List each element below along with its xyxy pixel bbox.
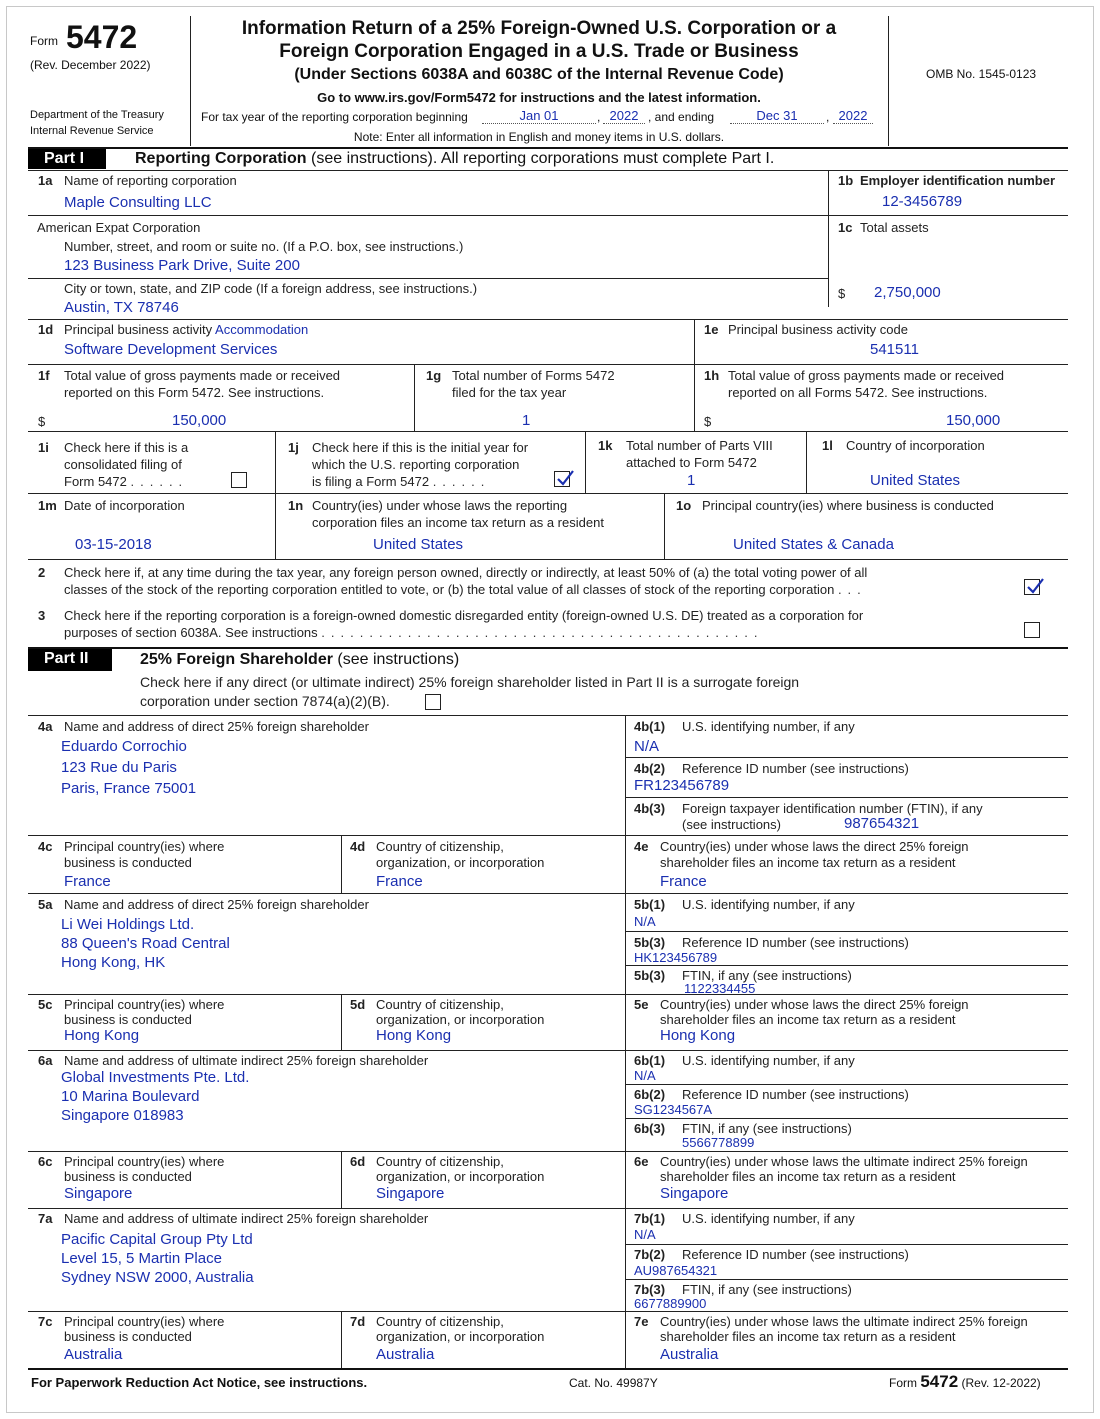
rule <box>28 431 1068 432</box>
reporting-corp-name-field[interactable]: Maple Consulting LLC <box>64 194 212 211</box>
line-4b3-label-2: (see instructions) <box>682 817 781 832</box>
shareholder-7-ftin[interactable]: 6677889900 <box>634 1296 707 1311</box>
title-line-1: Information Return of a 25% Foreign-Owned U.S. Corporation or a <box>241 18 837 39</box>
line-2-number: 2 <box>38 565 46 580</box>
part-ii-title: 25% Foreign Shareholder <box>140 651 333 668</box>
rule <box>28 1311 1068 1312</box>
rule <box>28 835 1068 836</box>
activity-code-field[interactable]: 541511 <box>870 341 919 358</box>
shareholder-7-ref-id[interactable]: AU987654321 <box>634 1263 718 1278</box>
shareholder-4-name[interactable]: Eduardo Corrochio <box>61 738 187 755</box>
line-6b2-label: 6b(2) Reference ID number (see instructions) <box>634 1087 909 1102</box>
rule <box>625 931 1068 932</box>
line-7b1-label: 7b(1) U.S. identifying number, if any <box>634 1211 855 1226</box>
rule <box>625 1118 1068 1119</box>
line-1n-label-2: corporation files an income tax return as a resident <box>312 515 604 530</box>
irs-name: Internal Revenue Service <box>30 125 154 137</box>
shareholder-4-us-id[interactable]: N/A <box>634 738 660 755</box>
rule <box>28 215 1068 216</box>
line-7d-label: 7d Country of citizenship, <box>350 1314 504 1329</box>
shareholder-7-address-1[interactable]: Level 15, 5 Martin Place <box>61 1250 222 1267</box>
line-5b3-label: 5b(3) FTIN, if any (see instructions) <box>634 968 852 983</box>
part-i-tag: Part I <box>28 149 106 169</box>
line-7e-label: 7e Country(ies) under whose laws the ultimate indirect 25% foreign <box>634 1314 1028 1329</box>
rule <box>28 364 1068 365</box>
line-1e-label: 1e Principal business activity code <box>704 322 908 337</box>
line-5c-label: 5c Principal country(ies) where <box>38 997 225 1012</box>
line-1f-label: 1f Total value of gross payments made or received <box>38 368 341 383</box>
shareholder-4-address-2[interactable]: Paris, France 75001 <box>61 780 197 797</box>
street-label: Number, street, and room or suite no. (If a P.O. box, see instructions.) <box>64 239 464 254</box>
comma-2: , <box>826 110 830 124</box>
omb-number: OMB No. 1545-0123 <box>926 67 1037 81</box>
begin-date-field[interactable]: Jan 01 <box>482 108 596 124</box>
part-i-heading <box>135 149 774 169</box>
rule <box>28 1368 1068 1370</box>
line-1o-label: 1o Principal country(ies) where business is conducted <box>676 498 994 513</box>
surrogate-checkbox[interactable] <box>425 694 441 710</box>
rule <box>28 647 1068 649</box>
line-1d-label: 1d Principal business activity Accommodation <box>38 322 309 337</box>
tax-year-prefix: For tax year of the reporting corporation beginning <box>201 110 468 124</box>
line-1j-label-2: which the U.S. reporting corporation <box>312 457 520 472</box>
line-4e-label: 4e Country(ies) under whose laws the direct 25% foreign <box>634 839 969 854</box>
shareholder-5-us-id[interactable]: N/A <box>634 914 656 929</box>
line-1i-label-2: consolidated filing of <box>64 457 182 472</box>
disregarded-entity-checkbox[interactable] <box>1024 622 1040 638</box>
line-1n-label: 1n Country(ies) under whose laws the reporting <box>288 498 568 513</box>
shareholder-5-ref-id[interactable]: HK123456789 <box>634 950 718 965</box>
line-6c-label: 6c Principal country(ies) where <box>38 1154 225 1169</box>
shareholder-7-us-id[interactable]: N/A <box>634 1227 656 1242</box>
rule <box>341 1311 342 1368</box>
shareholder-4-ref-id[interactable]: FR123456789 <box>634 777 730 794</box>
rule <box>625 965 1068 966</box>
foreign-50-percent-checkbox[interactable] <box>1024 579 1040 595</box>
rule <box>28 278 828 279</box>
shareholder-6-ftin[interactable]: 5566778899 <box>682 1135 755 1150</box>
shareholder-4-ftin[interactable]: 987654321 <box>844 815 920 832</box>
part-i-title: Reporting Corporation <box>135 150 307 167</box>
line-5d-label: 5d Country of citizenship, <box>350 997 504 1012</box>
business-country-field[interactable]: United States & Canada <box>733 536 894 553</box>
rule <box>341 835 342 893</box>
rule <box>28 1151 1068 1152</box>
line-5d-label-2: organization, or incorporation <box>376 1012 545 1027</box>
form-subtitle: (Under Sections 6038A and 6038C of the Internal Revenue Code) <box>294 66 784 83</box>
line-6a-label: 6a Name and address of ultimate indirect 25% foreign shareholder <box>38 1053 429 1068</box>
line-1g-label: 1g Total number of Forms 5472 <box>426 368 615 383</box>
rule <box>28 559 1068 560</box>
1h-dollar: $ <box>704 414 712 429</box>
line-1j-label-3: is filing a Form 5472 ...... <box>312 474 491 489</box>
end-date-field[interactable]: Dec 31 <box>730 108 824 124</box>
1f-dollar: $ <box>38 414 46 429</box>
rule <box>28 1050 1068 1051</box>
rule <box>28 493 1068 494</box>
all-gross-payments-field[interactable]: 150,000 <box>946 412 1001 429</box>
line-3-text-2: purposes of section 6038A. See instructions .............................................. <box>64 625 764 640</box>
line-2-text-1: Check here if, at any time during the tax year, any foreign person owned, directly or indirectly, at least 50% of (a) the total voting power of all <box>64 565 868 580</box>
shareholder-6-name[interactable]: Global Investments Pte. Ltd. <box>61 1069 250 1086</box>
shareholder-4-business-country[interactable]: France <box>64 873 111 890</box>
rule <box>625 715 626 1368</box>
rule <box>694 319 695 431</box>
begin-year-field[interactable]: 2022 <box>603 108 645 124</box>
line-6d-label-2: organization, or incorporation <box>376 1169 545 1184</box>
form-revision: (Rev. December 2022) <box>30 58 151 72</box>
department: Department of the Treasury <box>30 109 164 121</box>
initial-year-checkbox[interactable] <box>554 471 570 487</box>
rule <box>28 994 1068 995</box>
shareholder-5-business-country[interactable]: Hong Kong <box>64 1027 140 1044</box>
line-7c-label: 7c Principal country(ies) where <box>38 1314 225 1329</box>
line-3-number: 3 <box>38 608 46 623</box>
rule <box>275 431 276 559</box>
line-1k-label-2: attached to Form 5472 <box>626 455 757 470</box>
line-6d-label: 6d Country of citizenship, <box>350 1154 504 1169</box>
shareholder-7-name[interactable]: Pacific Capital Group Pty Ltd <box>61 1231 253 1248</box>
line-3-text-1: Check here if the reporting corporation is a foreign-owned domestic disregarded entity (foreign-owned U.S. DE) treated as a corporation for <box>64 608 864 623</box>
shareholder-5-tax-residence[interactable]: Hong Kong <box>660 1027 736 1044</box>
line-6b1-label: 6b(1) U.S. identifying number, if any <box>634 1053 855 1068</box>
checkmark-icon <box>555 469 575 489</box>
rule <box>341 994 342 1050</box>
line-7e-label-2: shareholder files an income tax return as a resident <box>660 1329 956 1344</box>
forms-count-field[interactable]: 1 <box>522 412 531 429</box>
checkmark-icon <box>1025 577 1045 597</box>
shareholder-4-tax-residence[interactable]: France <box>660 873 707 890</box>
part-ii-heading <box>140 650 459 670</box>
paperwork-notice: For Paperwork Reduction Act Notice, see instructions. <box>31 1375 368 1390</box>
form-word: Form <box>30 34 58 48</box>
incorporation-date-field[interactable]: 03-15-2018 <box>75 536 152 553</box>
consolidated-filing-checkbox[interactable] <box>231 472 247 488</box>
line-4d-label-2: organization, or incorporation <box>376 855 545 870</box>
line-6e-label-2: shareholder files an income tax return as a resident <box>660 1169 956 1184</box>
catalog-number: Cat. No. 49987Y <box>569 1376 658 1390</box>
part-ii-subtitle: (see instructions) <box>337 651 460 668</box>
ein-field[interactable]: 12-3456789 <box>882 193 963 210</box>
shareholder-6-tax-residence[interactable]: Singapore <box>660 1185 729 1202</box>
line-4b1-label: 4b(1) U.S. identifying number, if any <box>634 719 855 734</box>
shareholder-7-business-country[interactable]: Australia <box>64 1346 123 1363</box>
shareholder-4-citizenship[interactable]: France <box>376 873 423 890</box>
line-5a-label: 5a Name and address of direct 25% foreign shareholder <box>38 897 369 912</box>
line-1k-label: 1k Total number of Parts VIII <box>598 438 773 453</box>
shareholder-6-address-1[interactable]: 10 Marina Boulevard <box>61 1088 200 1105</box>
line-7c-label-2: business is conducted <box>64 1329 192 1344</box>
shareholder-6-address-2[interactable]: Singapore 018983 <box>61 1107 184 1124</box>
line-7a-label: 7a Name and address of ultimate indirect 25% foreign shareholder <box>38 1211 429 1226</box>
surrogate-text-1: Check here if any direct (or ultimate indirect) 25% foreign shareholder listed in Part II is a surrogate foreign <box>140 674 800 690</box>
note: Note: Enter all information in English and money items in U.S. dollars. <box>353 130 725 144</box>
shareholder-5-address-2[interactable]: Hong Kong, HK <box>61 954 166 971</box>
line-1l-label: 1l Country of incorporation <box>822 438 985 453</box>
line-5c-label-2: business is conducted <box>64 1012 192 1027</box>
form-number: 5472 <box>66 19 138 55</box>
line-7b2-label: 7b(2) Reference ID number (see instructions) <box>634 1247 909 1262</box>
line-4d-label: 4d Country of citizenship, <box>350 839 504 854</box>
line-6e-label: 6e Country(ies) under whose laws the ultimate indirect 25% foreign <box>634 1154 1028 1169</box>
line-1a-label: 1a Name of reporting corporation <box>38 173 237 188</box>
shareholder-7-tax-residence[interactable]: Australia <box>660 1346 719 1363</box>
line-5b2-label: 5b(3) Reference ID number (see instructions) <box>634 935 909 950</box>
rule <box>585 431 586 493</box>
shareholder-7-address-2[interactable]: Sydney NSW 2000, Australia <box>61 1269 254 1286</box>
surrogate-text-2: corporation under section 7874(a)(2)(B). <box>140 693 390 709</box>
rule <box>625 797 1068 798</box>
street-field[interactable]: 123 Business Park Drive, Suite 200 <box>64 257 300 274</box>
shareholder-7-citizenship[interactable]: Australia <box>376 1346 435 1363</box>
line-1j-label: 1j Check here if this is the initial year for <box>288 440 529 455</box>
shareholder-4-address-1[interactable]: 123 Rue du Paris <box>61 759 177 776</box>
rule <box>28 170 1068 171</box>
city-field[interactable]: Austin, TX 78746 <box>64 299 179 316</box>
line-1h-label-2: reported on all Forms 5472. See instructions. <box>728 385 988 400</box>
line-1i-label-3: Form 5472 ...... <box>64 474 189 489</box>
line-4e-label-2: shareholder files an income tax return as a resident <box>660 855 956 870</box>
rule <box>806 431 807 493</box>
goto-link[interactable]: Go to www.irs.gov/Form5472 for instructions and the latest information. <box>317 90 761 105</box>
line-4c-label-2: business is conducted <box>64 855 192 870</box>
tax-residence-field[interactable]: United States <box>373 536 464 553</box>
parts-viii-count-field[interactable]: 1 <box>687 472 696 489</box>
rule <box>625 1279 1068 1280</box>
line-1h-label: 1h Total value of gross payments made or received <box>704 368 1005 383</box>
footer-form-id: Form 5472 (Rev. 12-2022) <box>889 1372 1041 1391</box>
assets-dollar: $ <box>838 286 846 301</box>
header-divider-right <box>888 16 889 146</box>
rule <box>664 493 665 559</box>
line-1c-label: 1c Total assets <box>838 220 929 235</box>
line-7b3-label: 7b(3) FTIN, if any (see instructions) <box>634 1282 852 1297</box>
shareholder-5-name[interactable]: Li Wei Holdings Ltd. <box>61 916 195 933</box>
gross-payments-field[interactable]: 150,000 <box>172 412 227 429</box>
rule <box>625 1084 1068 1085</box>
line-5b1-label: 5b(1) U.S. identifying number, if any <box>634 897 855 912</box>
form-title <box>190 17 888 63</box>
rule <box>625 757 1068 758</box>
end-year-field[interactable]: 2022 <box>833 108 873 124</box>
line-1g-label-2: filed for the tax year <box>452 385 567 400</box>
line-6c-label-2: business is conducted <box>64 1169 192 1184</box>
rule <box>341 1151 342 1208</box>
part-i-subtitle: (see instructions). All reporting corporations must complete Part I. <box>311 150 775 167</box>
form-page <box>6 6 1094 1413</box>
rule <box>625 1244 1068 1245</box>
shareholder-6-ref-id[interactable]: SG1234567A <box>634 1102 713 1117</box>
line-1b-label: 1b Employer identification number <box>838 173 1056 188</box>
total-assets-field[interactable]: 2,750,000 <box>874 284 941 301</box>
title-line-2: Foreign Corporation Engaged in a U.S. Trade or Business <box>279 41 799 62</box>
alt-corp-name: American Expat Corporation <box>37 220 201 235</box>
and-ending: , and ending <box>648 110 715 124</box>
line-4c-label: 4c Principal country(ies) where <box>38 839 225 854</box>
line-5e-label-2: shareholder files an income tax return as a resident <box>660 1012 956 1027</box>
shareholder-5-address-1[interactable]: 88 Queen's Road Central <box>61 935 230 952</box>
rule <box>28 1208 1068 1209</box>
shareholder-6-business-country[interactable]: Singapore <box>64 1185 133 1202</box>
shareholder-6-us-id[interactable]: N/A <box>634 1068 656 1083</box>
line-1f-label-2: reported on this Form 5472. See instructions. <box>64 385 325 400</box>
line-6b3-label: 6b(3) FTIN, if any (see instructions) <box>634 1121 852 1136</box>
rule <box>828 170 829 307</box>
line-5e-label: 5e Country(ies) under whose laws the direct 25% foreign <box>634 997 969 1012</box>
line-2-text-2: classes of the stock of the reporting corporation entitled to vote, or (b) the total value of all classes of stock of the reporting corporation ... <box>64 582 867 597</box>
line-4a-label: 4a Name and address of direct 25% foreign shareholder <box>38 719 369 734</box>
shareholder-5-citizenship[interactable]: Hong Kong <box>376 1027 452 1044</box>
rule <box>28 715 1068 716</box>
shareholder-6-citizenship[interactable]: Singapore <box>376 1185 445 1202</box>
line-4b2-label: 4b(2) Reference ID number (see instructions) <box>634 761 909 776</box>
line-4b3-label: 4b(3) Foreign taxpayer identification number (FTIN), if any <box>634 801 983 816</box>
rule <box>28 319 1068 320</box>
rule <box>414 364 415 431</box>
line-1m-label: 1m Date of incorporation <box>38 498 185 513</box>
business-activity-field[interactable]: Software Development Services <box>64 341 278 358</box>
part-ii-tag: Part II <box>28 649 112 671</box>
shareholder-5-ftin[interactable]: 1122334455 <box>684 981 756 996</box>
line-1i-label: 1i Check here if this is a <box>38 440 189 455</box>
comma-1: , <box>597 110 601 124</box>
line-7d-label-2: organization, or incorporation <box>376 1329 545 1344</box>
rule <box>28 893 1068 894</box>
country-incorporation-field[interactable]: United States <box>870 472 961 489</box>
city-label: City or town, state, and ZIP code (If a foreign address, see instructions.) <box>64 281 478 296</box>
